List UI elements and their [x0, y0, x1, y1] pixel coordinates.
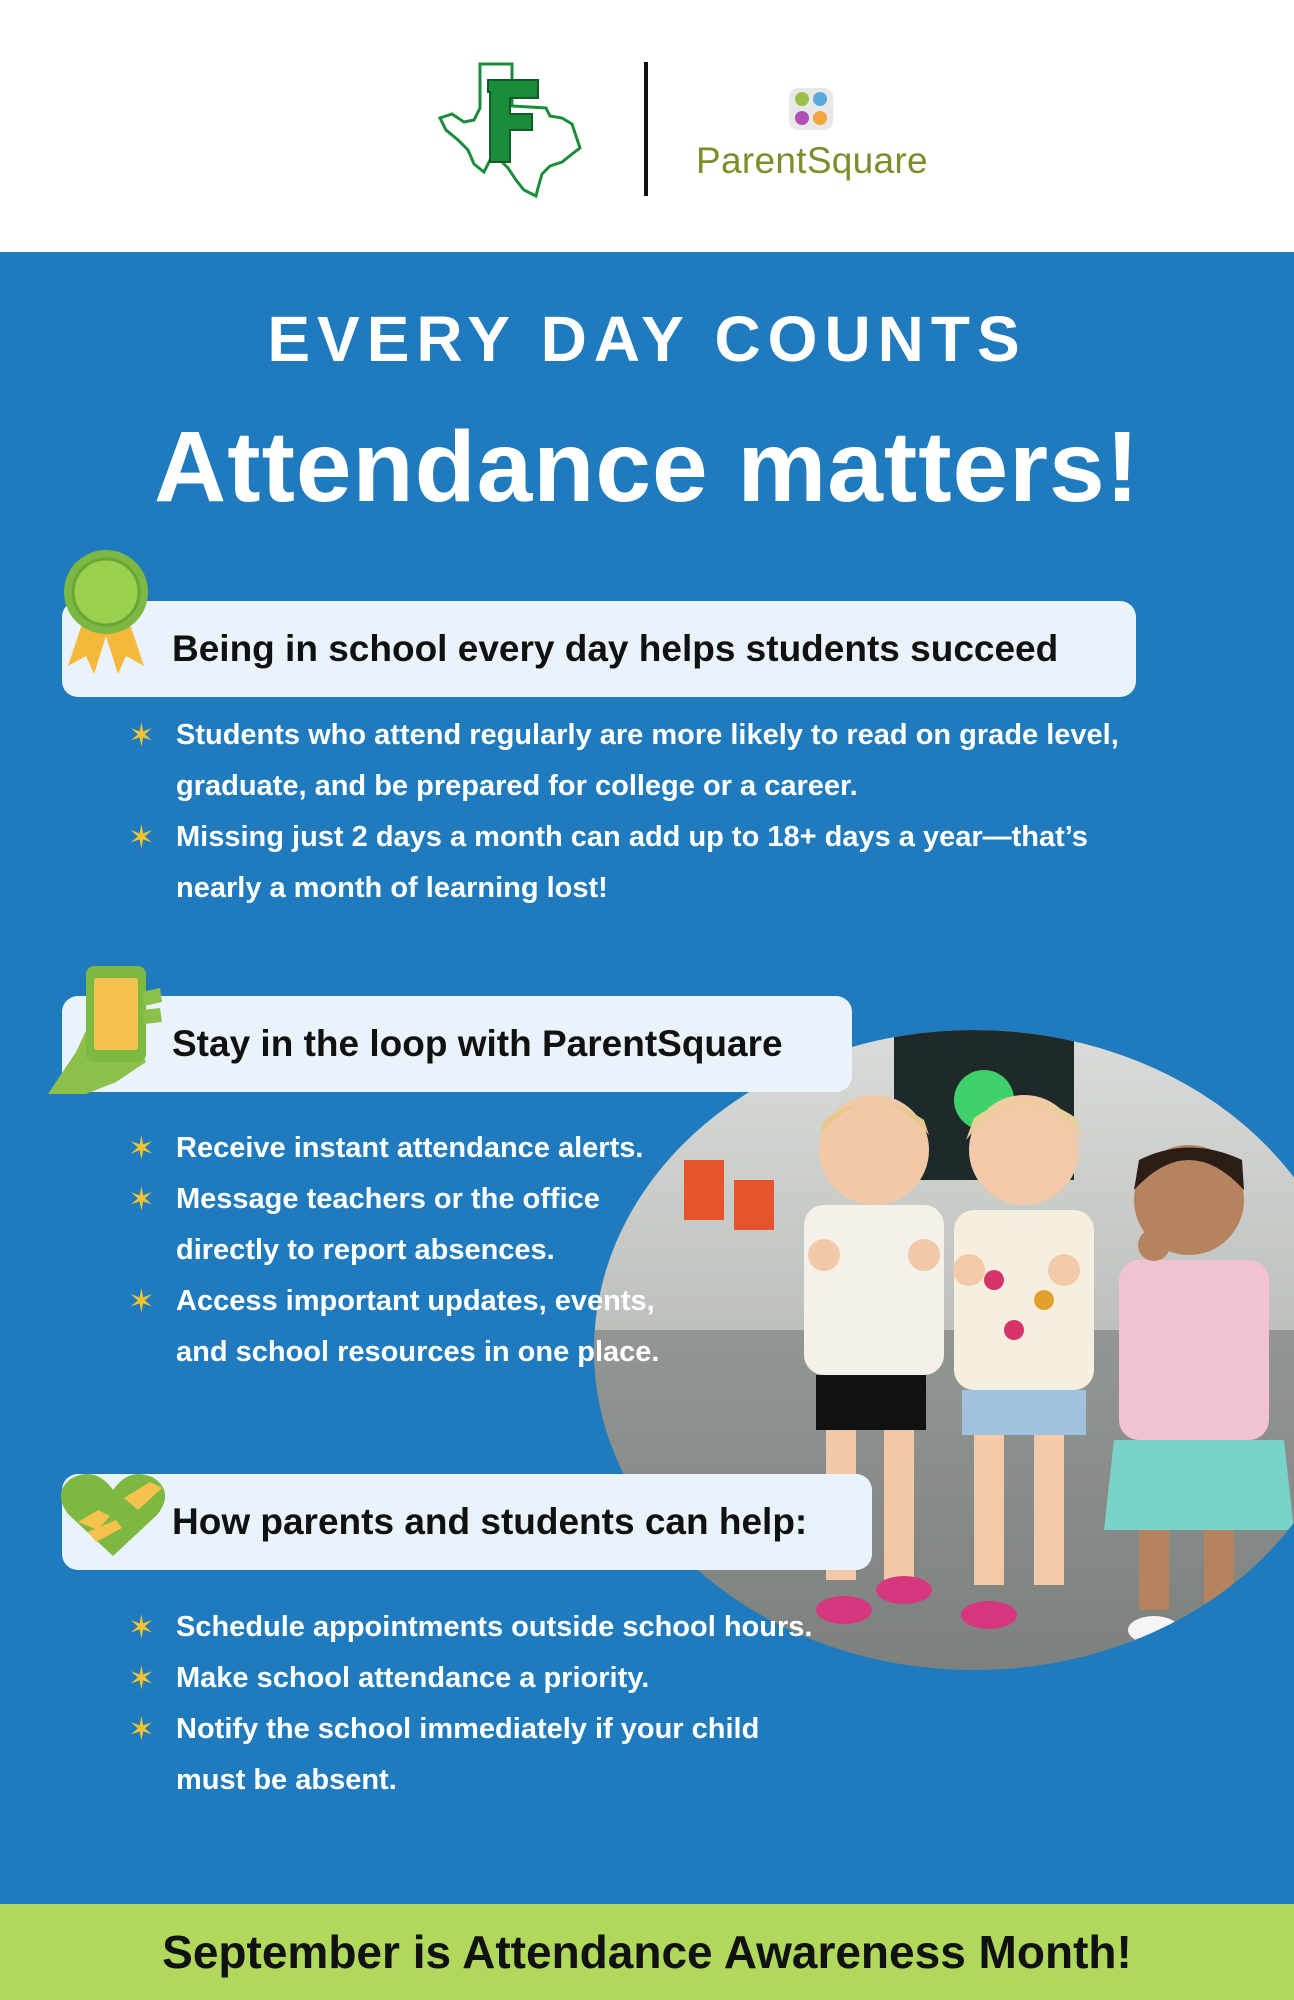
list-item: ✶ Receive instant attendance alerts.	[128, 1123, 728, 1174]
logo-divider	[644, 62, 648, 196]
list-item: ✶ Students who attend regularly are more likely to read on grade level, graduate, and be prepared for college or a career.	[128, 710, 1248, 812]
bullet-list-parentsquare	[128, 1123, 728, 1378]
award-ribbon-icon	[58, 548, 154, 676]
sparkle-star-icon: ✶	[128, 1660, 155, 1696]
section-heading-succeed	[62, 601, 1136, 697]
list-item: ✶ Schedule appointments outside school hours.	[128, 1602, 888, 1653]
texas-f-logo-icon	[438, 62, 584, 198]
heart-hands-icon	[58, 1470, 168, 1558]
section-heading-text: Being in school every day helps students succeed	[172, 628, 1059, 669]
sparkle-star-icon: ✶	[128, 1711, 155, 1747]
footer-banner	[0, 1904, 1294, 2000]
section-heading-text: How parents and students can help:	[172, 1501, 808, 1542]
list-item: ✶ Message teachers or the office directly to report absences.	[128, 1174, 728, 1276]
list-item: ✶ Make school attendance a priority.	[128, 1653, 888, 1704]
sparkle-star-icon: ✶	[128, 717, 155, 753]
parentsquare-dots-icon	[786, 86, 836, 132]
sparkle-star-icon: ✶	[128, 1609, 155, 1645]
sparkle-star-icon: ✶	[128, 1283, 155, 1319]
phone-in-hand-icon	[46, 962, 164, 1094]
list-item: ✶ Access important updates, events, and school resources in one place.	[128, 1276, 728, 1378]
footer-text: September is Attendance Awareness Month!	[162, 1926, 1132, 1978]
sparkle-star-icon: ✶	[128, 1181, 155, 1217]
bullet-list-succeed	[128, 710, 1248, 914]
section-heading-text: Stay in the loop with ParentSquare	[172, 1023, 783, 1064]
section-heading-parentsquare	[62, 996, 852, 1092]
header-band	[0, 0, 1294, 252]
list-item: ✶ Missing just 2 days a month can add up to 18+ days a year—that’s nearly a month of learning lost!	[128, 812, 1248, 914]
section-heading-help	[62, 1474, 872, 1570]
list-item: ✶ Notify the school immediately if your child must be absent.	[128, 1704, 888, 1806]
kicker-title: EVERY DAY COUNTS	[267, 303, 1027, 375]
sparkle-star-icon: ✶	[128, 819, 155, 855]
bullet-list-help	[128, 1602, 888, 1806]
page-title: Attendance matters!	[154, 411, 1140, 523]
sparkle-star-icon: ✶	[128, 1130, 155, 1166]
parentsquare-wordmark: ParentSquare	[696, 140, 928, 181]
